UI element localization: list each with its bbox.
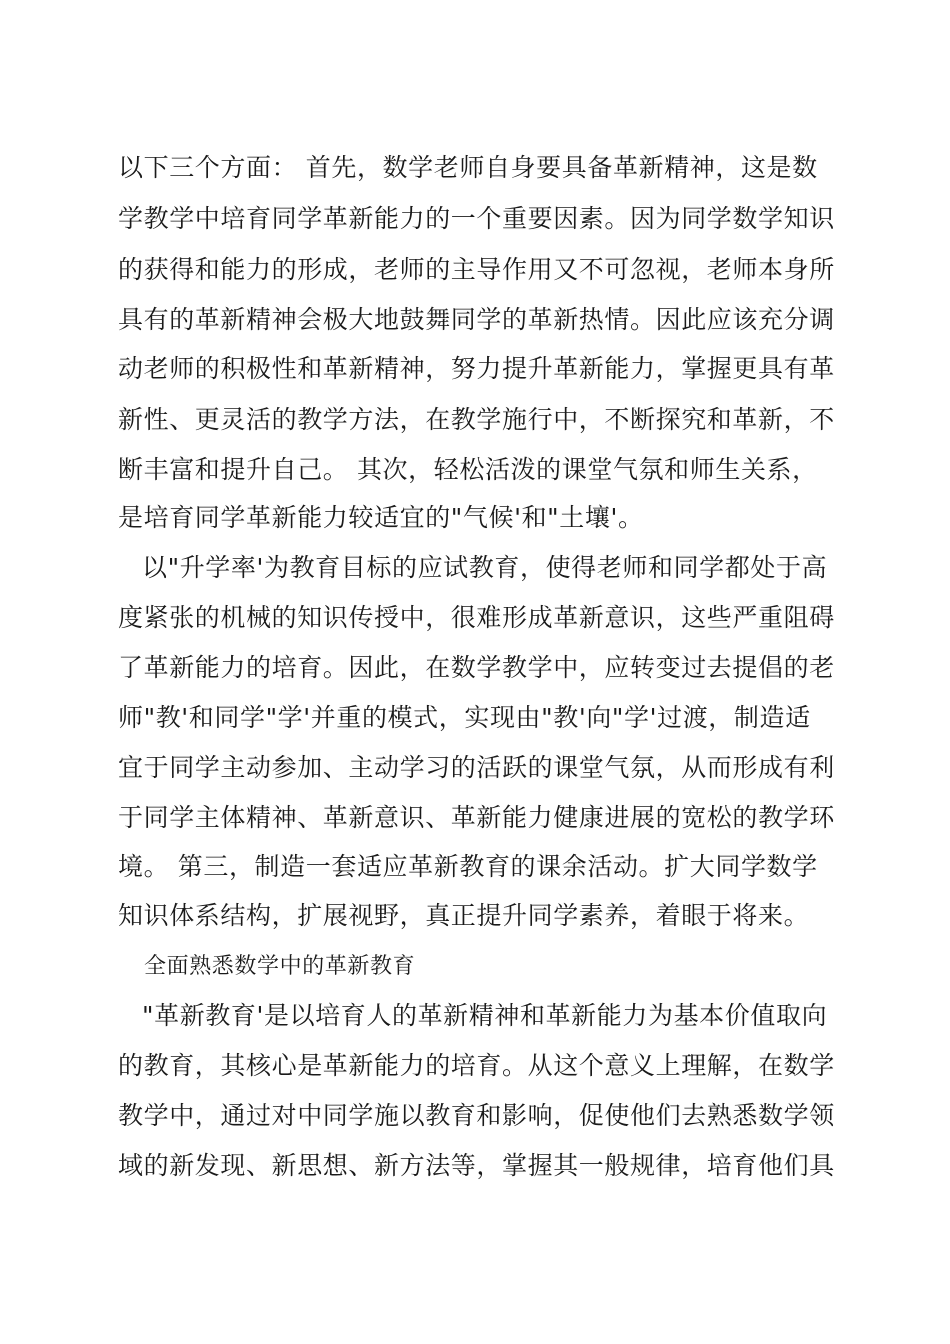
paragraph-first-line: "革新教育'是以培育人的革新精神和革新能力为基本价值取向: [142, 1001, 828, 1030]
text-line: 新性、更灵活的教学方法，在教学施行中，不断探究和革新，不: [118, 405, 835, 434]
text-line: 断丰富和提升自己。 其次，轻松活泼的课堂气氛和师生关系，: [118, 455, 818, 484]
text-line: 域的新发现、新思想、新方法等，掌握其一般规律，培育他们具: [118, 1151, 835, 1180]
paragraph-first-line: 以"升学率'为教育目标的应试教育，使得老师和同学都处于高: [142, 553, 828, 582]
text-line: 动老师的积极性和革新精神，努力提升革新能力，掌握更具有革: [118, 354, 835, 383]
section-heading: 全面熟悉数学中的革新教育: [144, 954, 416, 979]
text-line: 度紧张的机械的知识传授中，很难形成革新意识，这些严重阻碍: [118, 603, 835, 632]
text-line: 的获得和能力的形成，老师的主导作用又不可忽视，老师本身所: [118, 255, 835, 284]
text-line: 学教学中培育同学革新能力的一个重要因素。因为同学数学知识: [118, 204, 835, 233]
text-line: 境。 第三，制造一套适应革新教育的课余活动。扩大同学数学: [118, 852, 818, 881]
text-line: 是培育同学革新能力较适宜的"气候'和"土壤'。: [118, 503, 644, 532]
text-line: 的教育，其核心是革新能力的培育。从这个意义上理解，在数学: [118, 1051, 835, 1080]
text-line: 知识体系结构，扩展视野，真正提升同学素养，着眼于将来。: [118, 901, 810, 930]
text-line: 了革新能力的培育。因此，在数学教学中，应转变过去提倡的老: [118, 653, 835, 682]
text-line: 具有的革新精神会极大地鼓舞同学的革新热情。因此应该充分调: [118, 305, 835, 334]
text-line: 教学中，通过对中同学施以教育和影响，促使他们去熟悉数学领: [118, 1101, 835, 1130]
text-line: 于同学主体精神、革新意识、革新能力健康进展的宽松的教学环: [118, 803, 835, 832]
text-line: 以下三个方面： 首先，数学老师自身要具备革新精神，这是数: [118, 153, 818, 182]
text-line: 师"教'和同学"学'并重的模式，实现由"教'向"学'过渡，制造适: [118, 703, 811, 732]
text-line: 宜于同学主动参加、主动学习的活跃的课堂气氛，从而形成有利: [118, 753, 835, 782]
